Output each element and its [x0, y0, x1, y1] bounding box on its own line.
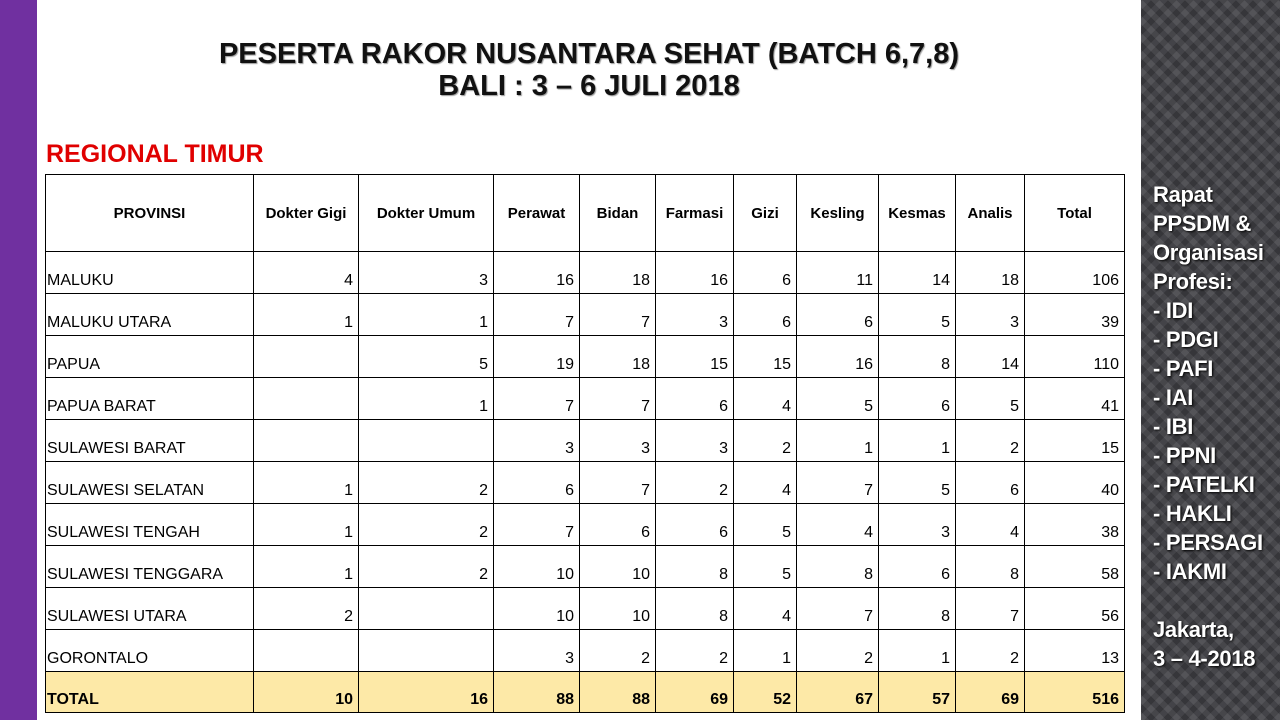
count-cell: 5: [359, 336, 494, 378]
count-cell: 6: [734, 252, 797, 294]
province-cell: SULAWESI BARAT: [46, 420, 254, 462]
count-cell: 3: [656, 420, 734, 462]
count-cell: 8: [879, 588, 956, 630]
count-cell: [359, 588, 494, 630]
province-cell: PAPUA: [46, 336, 254, 378]
count-cell: 18: [956, 252, 1025, 294]
table-total-row: [46, 672, 1125, 713]
participants-table: [45, 174, 1125, 713]
total-cell: 16: [359, 672, 494, 713]
count-cell: [359, 630, 494, 672]
header-kesmas: Kesmas: [879, 175, 956, 252]
count-cell: 7: [797, 588, 879, 630]
header-bidan: Bidan: [580, 175, 656, 252]
province-cell: PAPUA BARAT: [46, 378, 254, 420]
province-cell: SULAWESI TENGAH: [46, 504, 254, 546]
count-cell: 3: [580, 420, 656, 462]
side-item-iai: - IAI: [1153, 385, 1194, 410]
count-cell: 58: [1025, 546, 1125, 588]
count-cell: 3: [956, 294, 1025, 336]
count-cell: 16: [656, 252, 734, 294]
side-item-idi: - IDI: [1153, 298, 1194, 323]
count-cell: 110: [1025, 336, 1125, 378]
count-cell: 38: [1025, 504, 1125, 546]
count-cell: [254, 378, 359, 420]
count-cell: 4: [797, 504, 879, 546]
header-dokter-gigi: Dokter Gigi: [254, 175, 359, 252]
side-panel-text: [1153, 180, 1279, 673]
region-heading: REGIONAL TIMUR: [46, 140, 264, 168]
count-cell: 1: [254, 504, 359, 546]
total-cell: 88: [580, 672, 656, 713]
count-cell: 1: [254, 294, 359, 336]
count-cell: 5: [879, 294, 956, 336]
header-provinsi: PROVINSI: [46, 175, 254, 252]
side-item-persagi: - PERSAGI: [1153, 530, 1263, 555]
count-cell: 6: [734, 294, 797, 336]
count-cell: 1: [879, 630, 956, 672]
count-cell: 5: [956, 378, 1025, 420]
header-total: Total: [1025, 175, 1125, 252]
province-cell: GORONTALO: [46, 630, 254, 672]
table-row: [46, 504, 1125, 546]
count-cell: 18: [580, 336, 656, 378]
count-cell: 6: [656, 504, 734, 546]
count-cell: 5: [879, 462, 956, 504]
table-row: [46, 252, 1125, 294]
side-heading-line: Organisasi: [1153, 240, 1264, 265]
total-cell: 67: [797, 672, 879, 713]
side-item-hakli: - HAKLI: [1153, 501, 1232, 526]
count-cell: 6: [494, 462, 580, 504]
count-cell: 13: [1025, 630, 1125, 672]
header-gizi: Gizi: [734, 175, 797, 252]
count-cell: 3: [494, 420, 580, 462]
count-cell: 2: [359, 504, 494, 546]
header-farmasi: Farmasi: [656, 175, 734, 252]
header-kesling: Kesling: [797, 175, 879, 252]
side-item-ppni: - PPNI: [1153, 443, 1216, 468]
table-row: [46, 462, 1125, 504]
count-cell: 106: [1025, 252, 1125, 294]
side-item-iakmi: - IAKMI: [1153, 559, 1227, 584]
count-cell: 15: [656, 336, 734, 378]
header-analis: Analis: [956, 175, 1025, 252]
side-heading-line: Profesi:: [1153, 269, 1233, 294]
province-cell: MALUKU: [46, 252, 254, 294]
count-cell: 41: [1025, 378, 1125, 420]
side-footer-line: 3 – 4-2018: [1153, 646, 1256, 671]
table-row: [46, 378, 1125, 420]
count-cell: [359, 420, 494, 462]
table-row: [46, 546, 1125, 588]
count-cell: 18: [580, 252, 656, 294]
slide-title-line2: BALI : 3 – 6 JULI 2018: [438, 70, 740, 102]
count-cell: 4: [956, 504, 1025, 546]
count-cell: [254, 420, 359, 462]
table-row: [46, 336, 1125, 378]
total-cell: 69: [956, 672, 1025, 713]
count-cell: 4: [734, 588, 797, 630]
table-row: [46, 294, 1125, 336]
count-cell: 10: [494, 588, 580, 630]
count-cell: 19: [494, 336, 580, 378]
count-cell: 1: [359, 378, 494, 420]
count-cell: 7: [494, 378, 580, 420]
count-cell: 1: [254, 462, 359, 504]
side-spacer: [1153, 586, 1279, 615]
count-cell: 8: [797, 546, 879, 588]
count-cell: 1: [797, 420, 879, 462]
table-row: [46, 420, 1125, 462]
side-heading-line: PPSDM &: [1153, 211, 1252, 236]
province-cell: SULAWESI SELATAN: [46, 462, 254, 504]
count-cell: 6: [656, 378, 734, 420]
side-item-pdgi: - PDGI: [1153, 327, 1219, 352]
count-cell: 2: [359, 462, 494, 504]
side-item-ibi: - IBI: [1153, 414, 1194, 439]
count-cell: 15: [734, 336, 797, 378]
total-cell: 69: [656, 672, 734, 713]
count-cell: 2: [580, 630, 656, 672]
count-cell: 7: [797, 462, 879, 504]
count-cell: 2: [956, 420, 1025, 462]
left-accent-bar: [0, 0, 37, 720]
count-cell: [254, 336, 359, 378]
total-cell: 516: [1025, 672, 1125, 713]
count-cell: 8: [656, 588, 734, 630]
count-cell: 16: [494, 252, 580, 294]
count-cell: 10: [580, 588, 656, 630]
count-cell: 16: [797, 336, 879, 378]
side-footer-line: Jakarta,: [1153, 617, 1234, 642]
count-cell: [254, 630, 359, 672]
count-cell: 7: [494, 504, 580, 546]
count-cell: 5: [734, 546, 797, 588]
header-perawat: Perawat: [494, 175, 580, 252]
count-cell: 4: [734, 462, 797, 504]
count-cell: 11: [797, 252, 879, 294]
count-cell: 5: [797, 378, 879, 420]
total-cell: 10: [254, 672, 359, 713]
count-cell: 3: [656, 294, 734, 336]
count-cell: 8: [956, 546, 1025, 588]
count-cell: 2: [656, 630, 734, 672]
side-heading-line: Rapat: [1153, 182, 1213, 207]
count-cell: 2: [734, 420, 797, 462]
count-cell: 7: [580, 294, 656, 336]
count-cell: 56: [1025, 588, 1125, 630]
count-cell: 2: [797, 630, 879, 672]
header-dokter-umum: Dokter Umum: [359, 175, 494, 252]
count-cell: 6: [879, 378, 956, 420]
province-cell: SULAWESI TENGGARA: [46, 546, 254, 588]
count-cell: 8: [656, 546, 734, 588]
count-cell: 2: [656, 462, 734, 504]
count-cell: 6: [580, 504, 656, 546]
count-cell: 7: [494, 294, 580, 336]
right-side-panel: [1141, 0, 1280, 720]
count-cell: 5: [734, 504, 797, 546]
total-cell: 52: [734, 672, 797, 713]
count-cell: 4: [254, 252, 359, 294]
count-cell: 6: [797, 294, 879, 336]
count-cell: 39: [1025, 294, 1125, 336]
count-cell: 7: [956, 588, 1025, 630]
count-cell: 3: [879, 504, 956, 546]
province-cell: SULAWESI UTARA: [46, 588, 254, 630]
province-cell: MALUKU UTARA: [46, 294, 254, 336]
count-cell: 40: [1025, 462, 1125, 504]
count-cell: 7: [580, 462, 656, 504]
count-cell: 3: [494, 630, 580, 672]
count-cell: 2: [254, 588, 359, 630]
count-cell: 8: [879, 336, 956, 378]
count-cell: 15: [1025, 420, 1125, 462]
count-cell: 6: [879, 546, 956, 588]
table-header-row: [46, 175, 1125, 252]
table-row: [46, 588, 1125, 630]
count-cell: 7: [580, 378, 656, 420]
count-cell: 10: [494, 546, 580, 588]
side-item-pafi: - PAFI: [1153, 356, 1214, 381]
count-cell: 4: [734, 378, 797, 420]
count-cell: 2: [359, 546, 494, 588]
count-cell: 1: [254, 546, 359, 588]
total-cell: 88: [494, 672, 580, 713]
count-cell: 1: [734, 630, 797, 672]
table-row: [46, 630, 1125, 672]
count-cell: 2: [956, 630, 1025, 672]
total-cell: TOTAL: [46, 672, 254, 713]
side-item-patelki: - PATELKI: [1153, 472, 1255, 497]
count-cell: 14: [879, 252, 956, 294]
total-cell: 57: [879, 672, 956, 713]
count-cell: 3: [359, 252, 494, 294]
count-cell: 6: [956, 462, 1025, 504]
count-cell: 14: [956, 336, 1025, 378]
count-cell: 10: [580, 546, 656, 588]
count-cell: 1: [359, 294, 494, 336]
slide-title-line1: PESERTA RAKOR NUSANTARA SEHAT (BATCH 6,7,8): [218, 38, 960, 70]
count-cell: 1: [879, 420, 956, 462]
